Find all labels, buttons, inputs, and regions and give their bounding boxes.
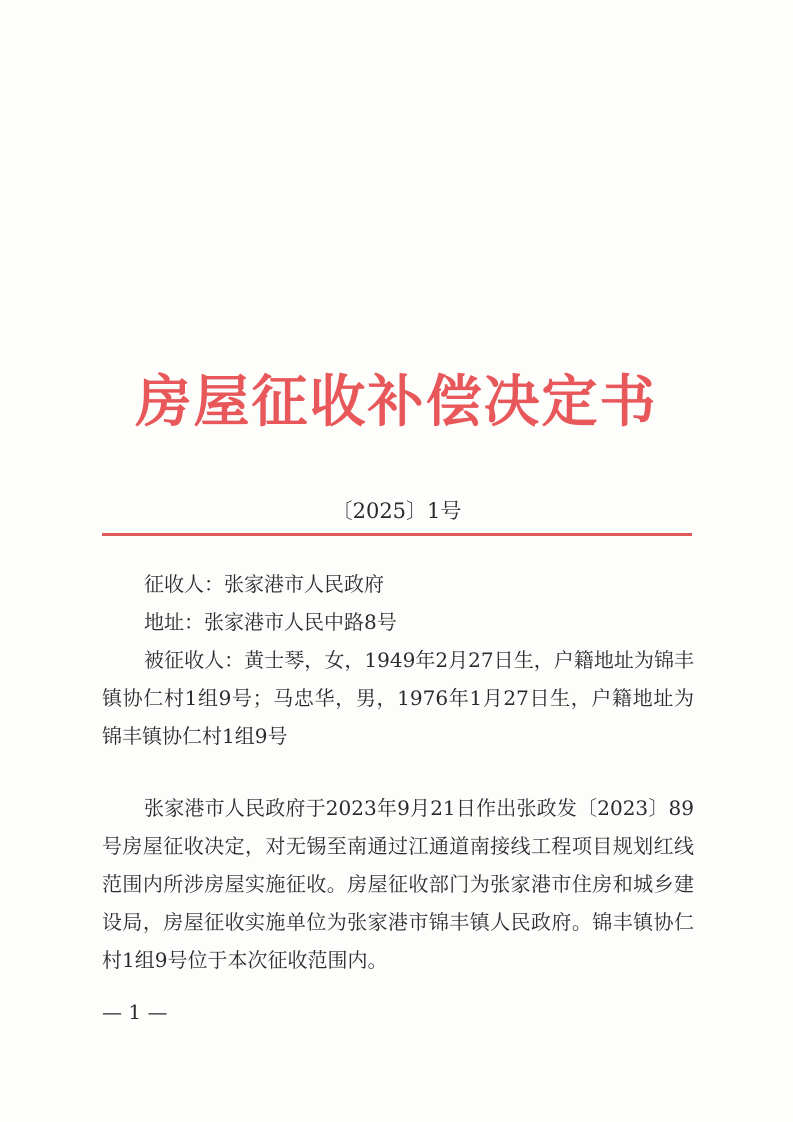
document-title: 房屋征收补偿决定书 bbox=[135, 369, 658, 435]
document-number: 〔2025〕1号 bbox=[331, 499, 462, 523]
page-number: — 1 — bbox=[102, 1000, 168, 1024]
expropriator-line: 征收人：张家港市人民政府 bbox=[144, 572, 384, 596]
body-section bbox=[102, 789, 694, 979]
parties-section bbox=[102, 565, 694, 755]
expropriated-party-line: 被征收人：黄士琴，女，1949年2月27日生，户籍地址为锦丰镇协仁村1组9号；马忠华，男，1976年1月27日生，户籍地址为锦丰镇协仁村1组9号 bbox=[102, 648, 694, 748]
body-paragraph-1: 张家港市人民政府于2023年9月21日作出张政发〔2023〕89号房屋征收决定，对无锡至南通过江通道南接线工程项目规划红线范围内所涉房屋实施征收。房屋征收部门为张家港市住房和城乡建设局，房屋征收实施单位为张家港市锦丰镇人民政府。锦丰镇协仁村1组9号位于本次征收范围内。 bbox=[102, 796, 694, 972]
red-divider-line bbox=[102, 533, 692, 536]
address-line: 地址：张家港市人民中路8号 bbox=[144, 610, 397, 634]
